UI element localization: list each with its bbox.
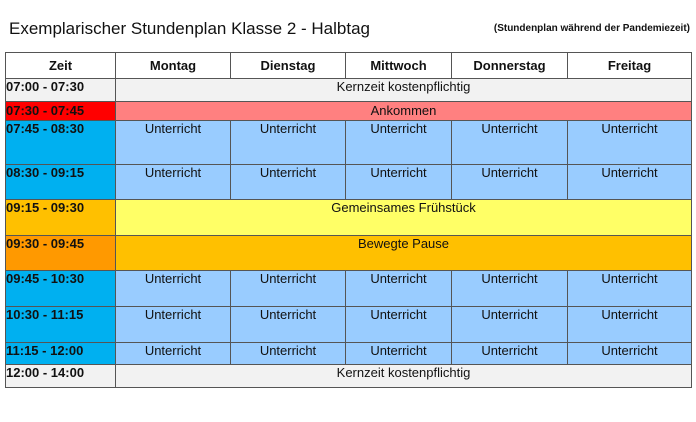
lesson-cell: Unterricht [452,121,568,165]
lesson-cell: Unterricht [568,165,692,200]
lesson-cell: Unterricht [346,343,452,365]
lesson-cell: Unterricht [346,121,452,165]
column-header-tuesday: Dienstag [231,53,346,79]
lesson-cell: Unterricht [346,307,452,343]
lesson-cell: Unterricht [116,307,231,343]
time-cell: 08:30 - 09:15 [6,165,116,200]
time-cell: 09:30 - 09:45 [6,236,116,271]
time-cell: 09:15 - 09:30 [6,200,116,236]
time-cell: 12:00 - 14:00 [6,365,116,388]
table-row [6,271,692,307]
column-header-friday: Freitag [568,53,692,79]
page-title: Exemplarischer Stundenplan Klasse 2 - Halbtag [9,19,370,38]
lesson-cell: Unterricht [231,165,346,200]
column-header-time: Zeit [6,53,116,79]
lesson-cell: Unterricht [231,271,346,307]
lesson-cell: Unterricht [346,165,452,200]
time-cell: 11:15 - 12:00 [6,343,116,365]
lesson-cell: Unterricht [568,307,692,343]
column-header-thursday: Donnerstag [452,53,568,79]
lesson-cell: Unterricht [116,121,231,165]
column-header-wednesday: Mittwoch [346,53,452,79]
time-cell: 09:45 - 10:30 [6,271,116,307]
table-row [6,343,692,365]
lesson-cell: Unterricht [452,165,568,200]
time-cell: 07:45 - 08:30 [6,121,116,165]
table-row [6,307,692,343]
table-row [6,79,692,102]
ankommen-cell: Ankommen [116,102,692,121]
kernzeit-cell: Kernzeit kostenpflichtig [116,79,692,102]
lesson-cell: Unterricht [116,271,231,307]
lesson-cell: Unterricht [231,121,346,165]
table-row [6,165,692,200]
lesson-cell: Unterricht [452,343,568,365]
time-cell: 07:30 - 07:45 [6,102,116,121]
pause-cell: Bewegte Pause [116,236,692,271]
lesson-cell: Unterricht [231,343,346,365]
table-row [6,236,692,271]
lesson-cell: Unterricht [346,271,452,307]
table-row [6,121,692,165]
table-row [6,365,692,388]
lesson-cell: Unterricht [568,343,692,365]
time-cell: 10:30 - 11:15 [6,307,116,343]
lesson-cell: Unterricht [116,165,231,200]
timetable [5,52,692,388]
header-row [6,53,692,79]
table-row [6,200,692,236]
table-row [6,102,692,121]
kernzeit-cell: Kernzeit kostenpflichtig [116,365,692,388]
fruehstueck-cell: Gemeinsames Frühstück [116,200,692,236]
page-subtitle: (Stundenplan während der Pandemiezeit) [493,23,690,34]
lesson-cell: Unterricht [568,271,692,307]
column-header-monday: Montag [116,53,231,79]
lesson-cell: Unterricht [231,307,346,343]
lesson-cell: Unterricht [116,343,231,365]
lesson-cell: Unterricht [452,271,568,307]
lesson-cell: Unterricht [452,307,568,343]
lesson-cell: Unterricht [568,121,692,165]
time-cell: 07:00 - 07:30 [6,79,116,102]
